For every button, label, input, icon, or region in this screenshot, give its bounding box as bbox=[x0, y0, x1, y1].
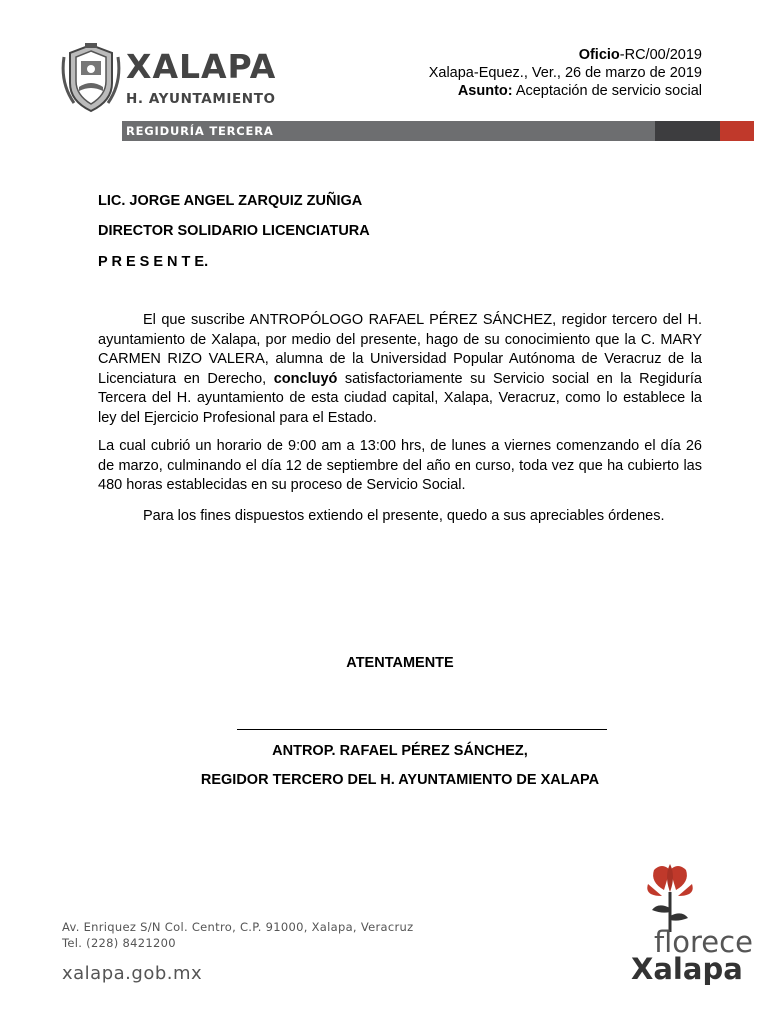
footer-address bbox=[62, 920, 413, 951]
paragraph-1-text: El que suscribe ANTROPÓLOGO RAFAEL PÉREZ SÁNCHEZ, regidor tercero del H. ayuntamiento de Xalapa, por medio del presente, hago de su conocimiento que la C. MARY CARMEN RIZO VALERA, alumna de la Universidad Popular Autónoma de Veracruz de la Licenciatura en Derecho, bbox=[98, 312, 702, 387]
oficio-number: -RC/00/2019 bbox=[619, 47, 702, 63]
body-paragraph-2: La cual cubrió un horario de 9:00 am a 13:00 hrs, de lunes a viernes comenzando el día 26 de marzo, culminando el día 12 de septiembre del año en curso, toda vez que ha cubierto las 480 horas establecidas en su proceso de Servicio Social. bbox=[98, 438, 702, 493]
presente-heading: P R E S E N T E. bbox=[98, 254, 209, 270]
asunto-label: Asunto: bbox=[457, 83, 513, 99]
band-label: REGIDURÍA TERCERA bbox=[126, 124, 274, 138]
closing-atentamente: ATENTAMENTE bbox=[346, 655, 454, 671]
addressee-title: DIRECTOR SOLIDARIO LICENCIATURA bbox=[98, 223, 370, 239]
footer-website: xalapa.gob.mx bbox=[62, 963, 203, 984]
coat-of-arms-logo bbox=[60, 43, 122, 115]
signature-line bbox=[237, 729, 607, 730]
header-band-red-segment bbox=[720, 121, 754, 141]
oficio-block bbox=[429, 46, 702, 100]
addressee-name: LIC. JORGE ANGEL ZARQUIZ ZUÑIGA bbox=[98, 193, 363, 209]
paragraph-1-bold: concluyó bbox=[273, 370, 338, 387]
place-date: Xalapa-Equez., Ver., 26 de marzo de 2019 bbox=[428, 65, 702, 81]
oficio-line bbox=[429, 46, 702, 64]
asunto-text: Aceptación de servicio social bbox=[512, 83, 702, 99]
signer-name: ANTROP. RAFAEL PÉREZ SÁNCHEZ, bbox=[272, 743, 528, 759]
slogan-xalapa: Xalapa bbox=[631, 952, 743, 986]
oficio-label: Oficio bbox=[578, 47, 620, 63]
brand-subtitle: H. AYUNTAMIENTO bbox=[126, 91, 276, 107]
body-paragraph-1 bbox=[98, 311, 702, 428]
asunto-line bbox=[429, 82, 702, 100]
footer-address-line-2: Tel. (228) 8421200 bbox=[62, 935, 176, 950]
footer-address-line-1: Av. Enriquez S/N Col. Centro, C.P. 91000, Xalapa, Veracruz bbox=[62, 920, 414, 934]
body-paragraph-3: Para los fines dispuestos extiendo el presente, quedo a sus apreciables órdenes. bbox=[143, 508, 665, 524]
header-band-dark-segment bbox=[655, 121, 720, 141]
paragraph-1-text-end: satisfactoriamente su Servicio social en la Regiduría Tercera del H. ayuntamiento de esta ciudad capital, Xalapa, Veracruz, como lo establece la ley del Ejercicio Profesional para el Estado. bbox=[98, 370, 702, 426]
signer-title: REGIDOR TERCERO DEL H. AYUNTAMIENTO DE XALAPA bbox=[200, 772, 600, 788]
slogan-florece: florece bbox=[654, 925, 753, 959]
brand-name: XALAPA bbox=[126, 47, 277, 86]
